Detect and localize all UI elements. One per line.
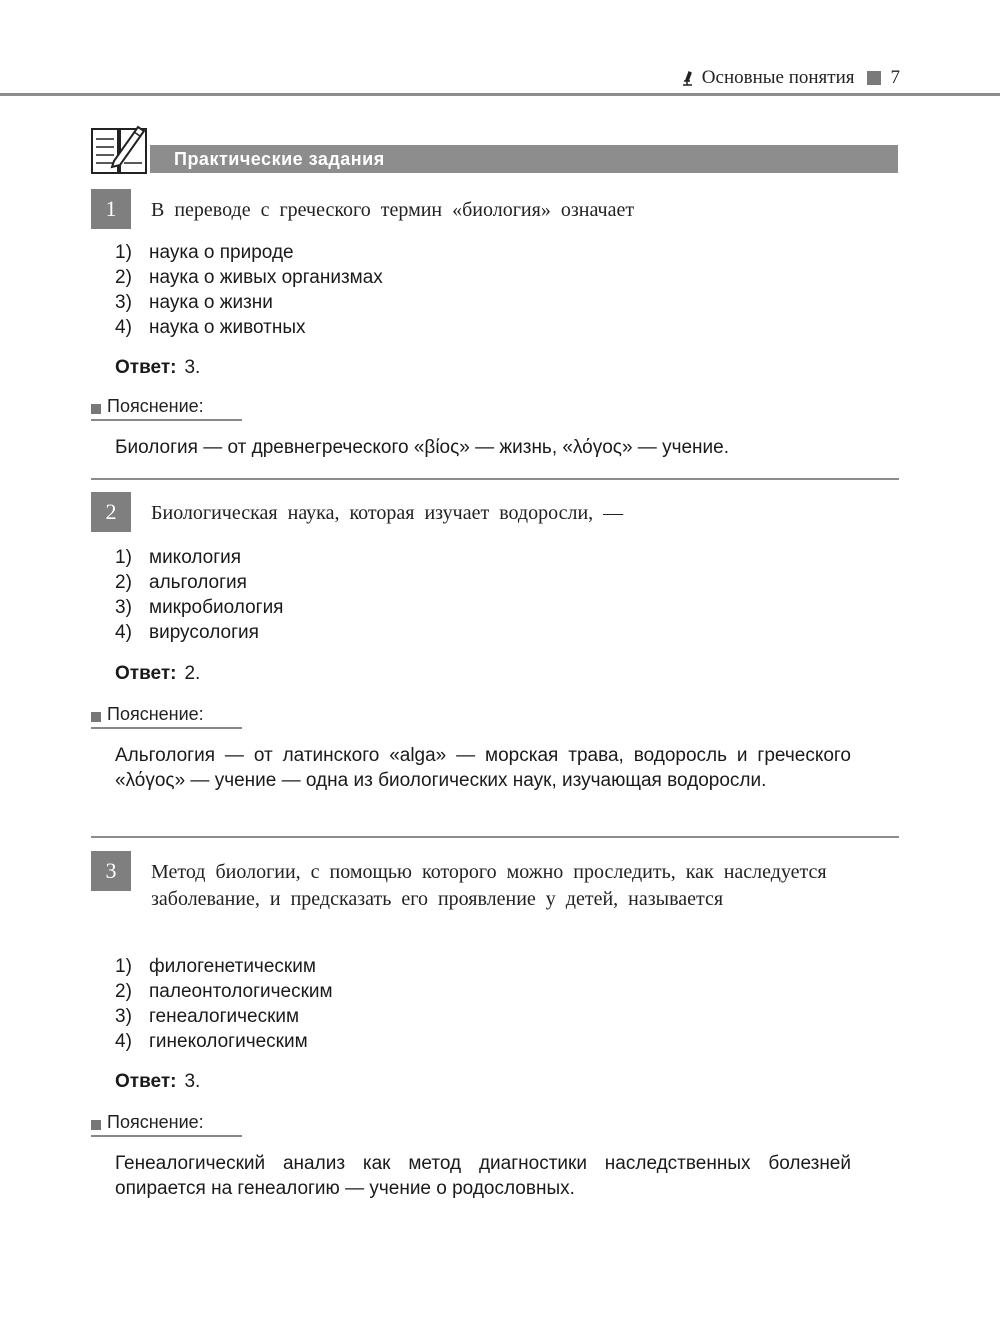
running-header bbox=[680, 66, 900, 90]
heading-underline bbox=[91, 1135, 242, 1137]
answer-label: Ответ: bbox=[115, 357, 177, 378]
task-separator bbox=[91, 836, 899, 838]
square-bullet-icon bbox=[91, 712, 101, 722]
list-item: 3) микробиология bbox=[115, 597, 284, 618]
explanation-heading: Пояснение: bbox=[91, 704, 204, 725]
options-list bbox=[115, 240, 383, 340]
list-item: 3) генеалогическим bbox=[115, 1006, 300, 1027]
answer-value: 3. bbox=[184, 1071, 201, 1092]
task-question: Биологическая наука, которая изучает водоросли, — bbox=[151, 502, 624, 524]
square-bullet-icon bbox=[91, 1120, 101, 1130]
answer bbox=[115, 1071, 200, 1093]
options-list bbox=[115, 954, 333, 1054]
explanation-heading: Пояснение: bbox=[91, 1112, 204, 1133]
task-number: 2 bbox=[91, 492, 131, 532]
microscope-icon bbox=[680, 70, 694, 86]
page-number: 7 bbox=[890, 67, 900, 88]
list-item: 4) вирусология bbox=[115, 622, 259, 643]
answer-label: Ответ: bbox=[115, 663, 177, 684]
list-item: 1) микология bbox=[115, 547, 242, 568]
answer-value: 2. bbox=[184, 663, 201, 684]
list-item: 4) наука о животных bbox=[115, 317, 306, 338]
task-question: Метод биологии, с помощью которого можно проследить, как наследуется заболевание, и предсказать его проявление у детей, называется bbox=[151, 861, 827, 910]
task-question: В переводе с греческого термин «биология» означает bbox=[151, 199, 635, 221]
task-separator bbox=[91, 478, 899, 480]
list-item: 1) филогенетическим bbox=[115, 956, 316, 977]
task-number: 1 bbox=[91, 189, 131, 229]
list-item: 2) альгология bbox=[115, 572, 247, 593]
heading-underline bbox=[91, 727, 242, 729]
heading-underline bbox=[91, 419, 242, 421]
answer bbox=[115, 357, 200, 379]
list-item: 4) гинекологическим bbox=[115, 1031, 308, 1052]
section-banner: Практические задания bbox=[150, 145, 898, 173]
answer bbox=[115, 663, 200, 685]
explanation-text: Альгология — от латинского «alga» — морская трава, водоросль и греческого «λόγος» — учение — одна из биологических наук, изучающая водоросли. bbox=[115, 745, 851, 791]
list-item: 3) наука о жизни bbox=[115, 292, 273, 313]
answer-label: Ответ: bbox=[115, 1071, 177, 1092]
task-number: 3 bbox=[91, 851, 131, 891]
list-item: 2) наука о живых организмах bbox=[115, 267, 383, 288]
explanation-text: Генеалогический анализ как метод диагностики наследственных болезней опирается на генеалогию — учение о родословных. bbox=[115, 1153, 851, 1199]
explanation-heading: Пояснение: bbox=[91, 396, 204, 417]
notebook-pencil-icon bbox=[90, 121, 150, 175]
square-bullet-icon bbox=[91, 404, 101, 414]
list-item: 2) палеонтологическим bbox=[115, 981, 333, 1002]
header-rule bbox=[0, 93, 1000, 96]
list-item: 1) наука о природе bbox=[115, 242, 294, 263]
answer-value: 3. bbox=[184, 357, 201, 378]
chapter-title: Основные понятия bbox=[701, 67, 855, 88]
options-list bbox=[115, 545, 283, 645]
explanation-text: Биология — от древнегреческого «βίος» — жизнь, «λόγος» — учение. bbox=[115, 437, 730, 458]
header-square-mark bbox=[867, 71, 881, 85]
